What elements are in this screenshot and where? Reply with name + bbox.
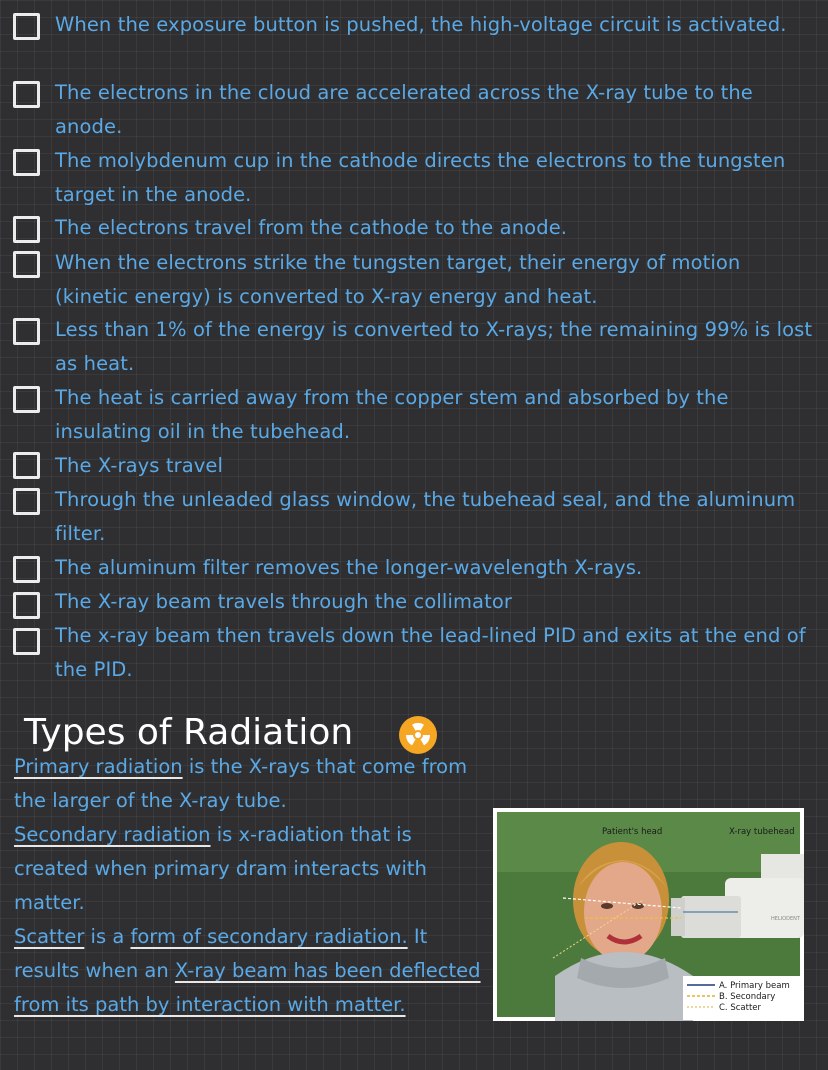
checklist-item-text: The x-ray beam then travels down the lead-lined PID and exits at the end of the PID. [55,624,806,681]
checklist-item-text: Less than 1% of the energy is converted to X-rays; the remaining 99% is lost as heat. [55,318,813,375]
checklist-item-text: The heat is carried away from the copper stem and absorbed by the insulating oil in the tubehead. [55,386,729,443]
checklist-item-text: When the electrons strike the tungsten target, their energy of motion (kinetic energy) is converted to X-ray energy and heat. [55,251,741,308]
tube-brand-text: HELIODENT [771,916,800,922]
checklist-item-text: The X-rays travel [55,454,224,477]
checklist-item-text: The molybdenum cup in the cathode directs the electrons to the tungsten target in the anode. [55,149,786,206]
checklist-item-text: The X-ray beam travels through the collimator [55,590,512,613]
primary-radiation-paragraph [14,750,484,818]
checkbox[interactable] [13,452,40,479]
scatter-definition-2: X-ray beam has been deflected from its path by interaction with matter. [14,959,481,1016]
checkbox[interactable] [13,386,40,413]
checklist-item-text: The aluminum filter removes the longer-wavelength X-rays. [55,556,643,579]
tubehead-label: X-ray tubehead [729,827,795,837]
legend-secondary: B. Secondary [719,992,776,1002]
checkbox[interactable] [13,149,40,176]
radiation-figure [493,808,804,1021]
secondary-radiation-definition: is x-radiation that is created when primary dram interacts with matter. [14,823,427,914]
checkbox[interactable] [13,81,40,108]
legend-primary: A. Primary beam [719,981,790,991]
checkbox[interactable] [13,592,40,619]
scatter-definition-1: form of secondary radiation. [130,925,408,948]
checkbox[interactable] [13,488,40,515]
checkbox[interactable] [13,318,40,345]
radiation-types-text [14,750,484,1022]
secondary-radiation-paragraph [14,818,484,920]
checkbox[interactable] [13,628,40,655]
scatter-text-2: It results when an [14,925,428,982]
checklist-item-text: When the exposure button is pushed, the high-voltage circuit is activated. [55,13,787,36]
checkbox[interactable] [13,556,40,583]
checkbox[interactable] [13,216,40,243]
scatter-text: is a [84,925,131,948]
checklist-item-text: Through the unleaded glass window, the tubehead seal, and the aluminum filter. [55,488,796,545]
checklist-item-text: The electrons travel from the cathode to the anode. [55,216,568,239]
radiation-icon [398,715,438,755]
primary-radiation-term: Primary radiation [14,755,183,778]
primary-radiation-definition: is the X-rays that come from the larger of the X-ray tube. [14,755,468,812]
checkbox[interactable] [13,13,40,40]
patient-head-label: Patient's head [602,827,663,837]
secondary-radiation-term: Secondary radiation [14,823,211,846]
section-heading: Types of Radiation [24,712,354,753]
scatter-term: Scatter [14,925,85,948]
checkbox[interactable] [13,251,40,278]
scatter-paragraph [14,920,484,1022]
legend-scatter: C. Scatter [719,1003,762,1013]
checklist-item-text: The electrons in the cloud are accelerated across the X-ray tube to the anode. [55,81,753,138]
